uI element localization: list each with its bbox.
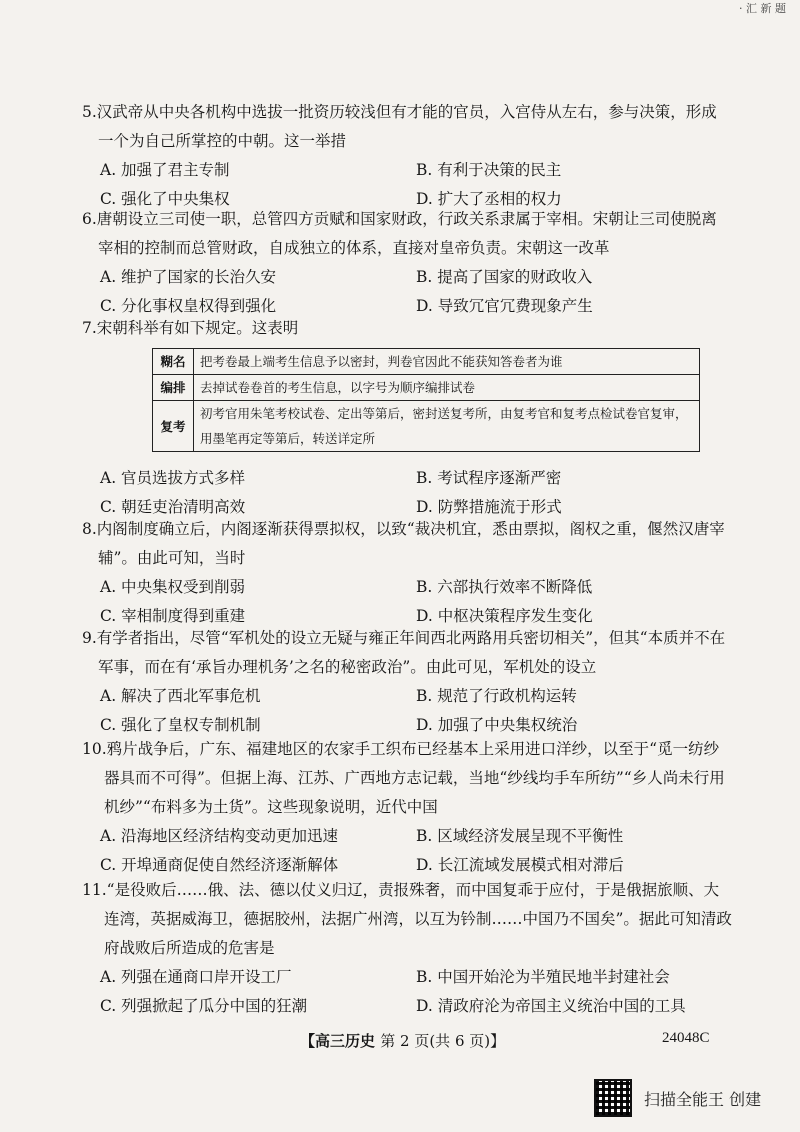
option-a: A. 沿海地区经济结构变动更加迅速 (100, 827, 339, 845)
question-10 (82, 735, 732, 880)
option-a: A. 解决了西北军事危机 (100, 687, 261, 705)
option-c: C. 强化了皇权专制机制 (100, 716, 261, 734)
options (100, 682, 732, 740)
question-stem: 7.宋朝科举有如下规定。这表明 (82, 319, 299, 337)
table-row (153, 401, 700, 452)
option-c: C. 分化事权皇权得到强化 (100, 297, 277, 315)
question-8 (82, 515, 732, 631)
footer-subject: 【高三历史 (300, 1032, 376, 1050)
options (100, 822, 732, 880)
option-a: A. 维护了国家的长治久安 (100, 268, 277, 286)
options (100, 263, 732, 321)
option-b: B. 规范了行政机构运转 (416, 687, 577, 705)
question-stem: 10.鸦片战争后，广东、福建地区的农家手工织布已经基本上采用进口洋纱，以至于“觅一纺纱器具而不可得”。但据上海、江苏、广西地方志记载，当地“纱线均手车所纺”“乡人尚未行用机纱”“布料多为土货”。这些现象说明，近代中国 (82, 740, 725, 816)
option-a: A. 列强在通商口岸开设工厂 (100, 968, 292, 986)
question-5 (82, 98, 732, 214)
option-d: D. 中枢决策程序发生变化 (416, 607, 593, 625)
footer-page: 第 2 页(共 6 页)】 (380, 1032, 506, 1050)
question-6 (82, 205, 732, 321)
scanner-watermark (594, 1078, 761, 1118)
table-row (153, 375, 700, 401)
question-stem: 6.唐朝设立三司使一职，总管四方贡赋和国家财政，行政关系隶属于宰相。宋朝让三司使脱离宰相的控制而总管财政，自成独立的体系，直接对皇帝负责。宋朝这一改革 (82, 210, 717, 257)
scanner-label: 扫描全能王 创建 (644, 1089, 762, 1109)
option-b: B. 区域经济发展呈现不平衡性 (416, 827, 624, 845)
question-9 (82, 624, 732, 740)
row-head: 复考 (153, 401, 194, 452)
corner-mark: · 汇 新 题 (739, 2, 786, 15)
footer-code: 24048C (662, 1030, 710, 1046)
question-stem: 9.有学者指出，尽管“军机处的设立无疑与雍正年间西北两路用兵密切相关”，但其“本质并不在军事，而在有‘承旨办理机务’之名的秘密政治”。由此可见，军机处的设立 (82, 629, 726, 676)
option-c: C. 强化了中央集权 (100, 190, 230, 208)
question-stem: 11.“是役败后……俄、法、德以仗义归辽，责报殊奢，而中国复乖于应付，于是俄据旅顺、大连湾，英据威海卫，德据胶州，法据广州湾，以互为钤制……中国乃不国矣”。据此可知清政府战败后所造成的危害是 (82, 881, 732, 957)
option-c: C. 开埠通商促使自然经济逐渐解体 (100, 856, 339, 874)
row-text: 去掉试卷卷首的考生信息，以字号为顺序编排试卷 (194, 375, 700, 401)
option-d: D. 导致冗官冗费现象产生 (416, 297, 593, 315)
option-b: B. 考试程序逐渐严密 (416, 469, 562, 487)
table-row (153, 349, 700, 375)
option-c: C. 朝廷吏治清明高效 (100, 498, 246, 516)
option-b: B. 中国开始沦为半殖民地半封建社会 (416, 968, 670, 986)
option-c: C. 宰相制度得到重建 (100, 607, 246, 625)
option-c: C. 列强掀起了瓜分中国的狂潮 (100, 997, 308, 1015)
option-a: A. 中央集权受到削弱 (100, 578, 246, 596)
question-7-options (82, 464, 732, 522)
row-head: 编排 (153, 375, 194, 401)
row-text: 初考官用朱笔考校试卷、定出等第后，密封送复考所，由复考官和复考点检试卷官复审，用墨笔再定等第后，转送详定所 (194, 401, 700, 452)
option-d: D. 防弊措施流于形式 (416, 498, 562, 516)
option-b: B. 提高了国家的财政收入 (416, 268, 593, 286)
option-b: B. 有利于决策的民主 (416, 161, 562, 179)
option-a: A. 加强了君主专制 (100, 161, 230, 179)
option-d: D. 清政府沦为帝国主义统治中国的工具 (416, 997, 686, 1015)
option-b: B. 六部执行效率不断降低 (416, 578, 593, 596)
footer-page-info (300, 1030, 505, 1051)
options (100, 464, 732, 522)
row-text: 把考卷最上端考生信息予以密封，判卷官因此不能获知答卷者为谁 (194, 349, 700, 375)
option-d: D. 长江流域发展模式相对滞后 (416, 856, 624, 874)
option-a: A. 官员选拔方式多样 (100, 469, 246, 487)
option-d: D. 加强了中央集权统治 (416, 716, 578, 734)
question-11 (82, 876, 732, 1021)
question-7 (82, 314, 732, 343)
options (100, 573, 732, 631)
question-stem: 8.内阁制度确立后，内阁逐渐获得票拟权，以致“裁决机宜，悉由票拟，阁权之重，偃然汉唐宰辅”。由此可知，当时 (82, 520, 725, 567)
qr-code-icon (594, 1079, 632, 1117)
options (100, 963, 732, 1021)
question-stem: 5.汉武帝从中央各机构中选拔一批资历较浅但有才能的官员，入宫侍从左右，参与决策，形成一个为自己所掌控的中朝。这一举措 (82, 103, 717, 150)
row-head: 糊名 (153, 349, 194, 375)
option-d: D. 扩大了丞相的权力 (416, 190, 562, 208)
exam-rules-table (152, 348, 700, 452)
